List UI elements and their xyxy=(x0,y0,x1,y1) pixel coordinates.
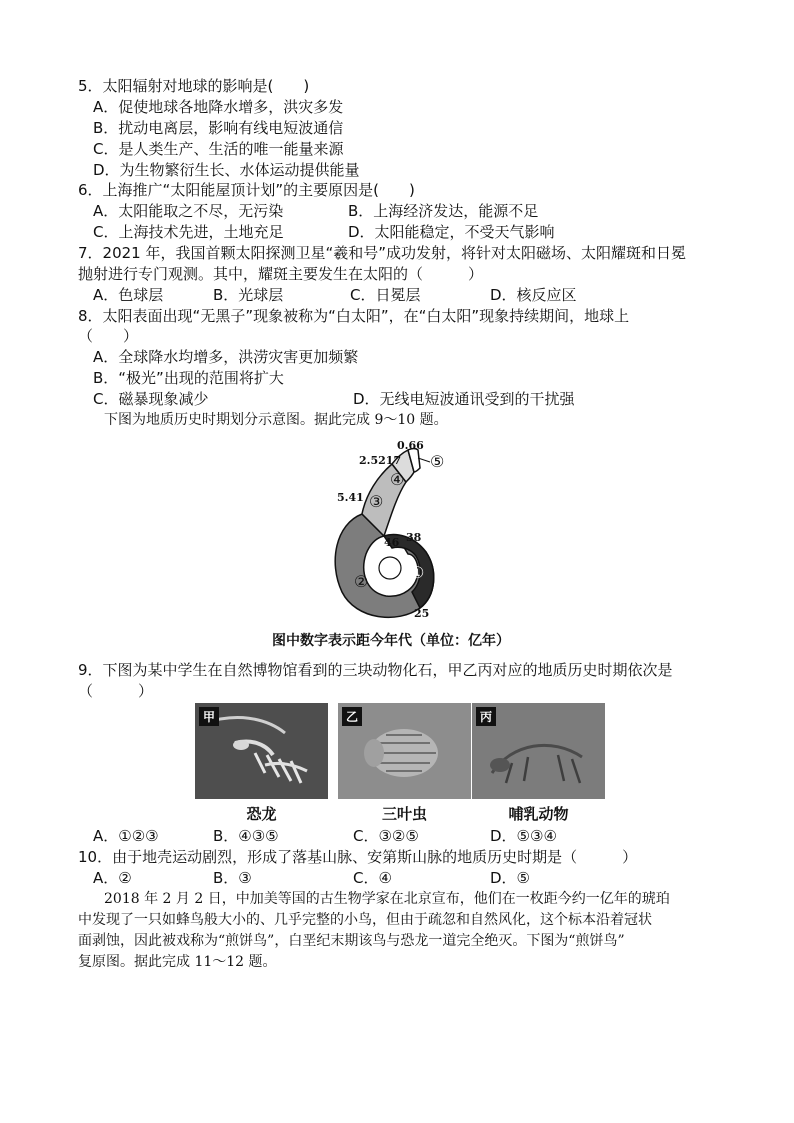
q10-option-b[interactable]: B．③ xyxy=(213,869,252,887)
q7-option-d[interactable]: D．核反应区 xyxy=(490,286,577,304)
q6-stem: 6．上海推广“太阳能屋顶计划”的主要原因是( ) xyxy=(78,181,415,199)
fossil-tag-yi: 乙 xyxy=(342,707,362,726)
q9-option-d[interactable]: D．⑤③④ xyxy=(490,827,557,845)
q5-option-a[interactable]: A．促使地球各地降水增多，洪灾多发 xyxy=(93,98,344,116)
label-5.41: 5.41 xyxy=(337,491,364,504)
label-38: 38 xyxy=(406,531,422,544)
q10-stem: 10．由于地壳运动剧烈，形成了落基山脉、安第斯山脉的地质历史时期是（ ） xyxy=(78,848,638,866)
q8-option-c[interactable]: C．磁暴现象减少 xyxy=(93,390,209,408)
q6-option-a[interactable]: A．太阳能取之不尽，无污染 xyxy=(93,202,284,220)
q5-option-b[interactable]: B．扰动电离层，影响有线电短波通信 xyxy=(93,119,344,137)
fossil-name-dinosaur: 恐龙 xyxy=(246,805,277,823)
q10-option-a[interactable]: A．② xyxy=(93,869,132,887)
passage-line3: 面剥蚀，因此被戏称为“煎饼鸟”，白垩纪末期该鸟与恐龙一道完全绝灭。下图为“煎饼鸟” xyxy=(78,933,625,949)
q8-stem-line1: 8．太阳表面出现“无黑子”现象被称为“白太阳”，在“白太阳”现象持续期间，地球上 xyxy=(78,307,630,325)
q9-option-c[interactable]: C．③②⑤ xyxy=(353,827,419,845)
q8-option-b[interactable]: B．“极光”出现的范围将扩大 xyxy=(93,369,284,387)
q9-option-b[interactable]: B．④③⑤ xyxy=(213,827,279,845)
fossil-image-dinosaur xyxy=(195,703,328,799)
label-46: 46 xyxy=(384,536,400,549)
fossil-tag-bing: 丙 xyxy=(476,707,496,726)
q8-option-d[interactable]: D．无线电短波通讯受到的干扰强 xyxy=(353,390,575,408)
q9-stem-line2: （ ） xyxy=(78,682,154,700)
fossil-image-mammal xyxy=(472,703,605,799)
circled-4: ④ xyxy=(390,470,405,489)
q6-option-b[interactable]: B．上海经济发达，能源不足 xyxy=(348,202,539,220)
q7-option-b[interactable]: B．光球层 xyxy=(213,286,284,304)
label-25: 25 xyxy=(414,607,430,620)
fossil-name-mammal: 哺乳动物 xyxy=(508,805,569,823)
q10-option-c[interactable]: C．④ xyxy=(353,869,392,887)
q7-stem-line2: 抛射进行专门观测。其中，耀斑主要发生在太阳的（ ） xyxy=(78,265,484,283)
fossil-image-trilobite xyxy=(338,703,471,799)
passage-line1: 2018 年 2 月 2 日，中加美等国的古生物学家在北京宣布，他们在一枚距今约一亿年的琥珀 xyxy=(104,891,670,907)
passage-line4: 复原图。据此完成 11～12 题。 xyxy=(78,954,277,970)
label-2.5217: 2.5217 xyxy=(359,454,402,467)
q6-option-d[interactable]: D．太阳能稳定，不受天气影响 xyxy=(348,223,555,241)
fossil-name-trilobite: 三叶虫 xyxy=(381,805,427,823)
q5-stem: 5．太阳辐射对地球的影响是( ) xyxy=(78,77,310,95)
fossil-tag-jia: 甲 xyxy=(199,707,219,726)
circled-3: ③ xyxy=(369,492,384,511)
q5-option-d[interactable]: D．为生物繁衍生长、水体运动提供能量 xyxy=(93,161,360,179)
circled-5: ⑤ xyxy=(430,452,445,471)
passage-line2: 中发现了一只如蜂鸟般大小的、几乎完整的小鸟，但由于疏忽和自然风化，这个标本沿着冠状 xyxy=(78,912,652,928)
circled-2: ② xyxy=(354,572,369,591)
figure-caption: 图中数字表示距今年代（单位：亿年） xyxy=(272,633,510,649)
q5-option-c[interactable]: C．是人类生产、生活的唯一能量来源 xyxy=(93,140,344,158)
q7-option-a[interactable]: A．色球层 xyxy=(93,286,164,304)
q9-stem-line1: 9．下图为某中学生在自然博物馆看到的三块动物化石，甲乙丙对应的地质历史时期依次是 xyxy=(78,661,673,679)
q9-option-a[interactable]: A．①②③ xyxy=(93,827,159,845)
q6-option-c[interactable]: C．上海技术先进，土地充足 xyxy=(93,223,284,241)
q7-stem-line1: 7．2021 年，我国首颗太阳探测卫星“羲和号”成功发射，将针对太阳磁场、太阳耀斑和日冕 xyxy=(78,244,687,262)
q8-stem-line2: （ ） xyxy=(78,327,139,345)
intro-q9-10: 下图为地质历史时期划分示意图。据此完成 9～10 题。 xyxy=(104,412,448,428)
q10-option-d[interactable]: D．⑤ xyxy=(490,869,530,887)
q7-option-c[interactable]: C．日冕层 xyxy=(350,286,421,304)
q8-option-a[interactable]: A．全球降水均增多，洪涝灾害更加频繁 xyxy=(93,348,359,366)
label-0.66: 0.66 xyxy=(397,439,424,452)
circled-1: ① xyxy=(410,563,425,582)
